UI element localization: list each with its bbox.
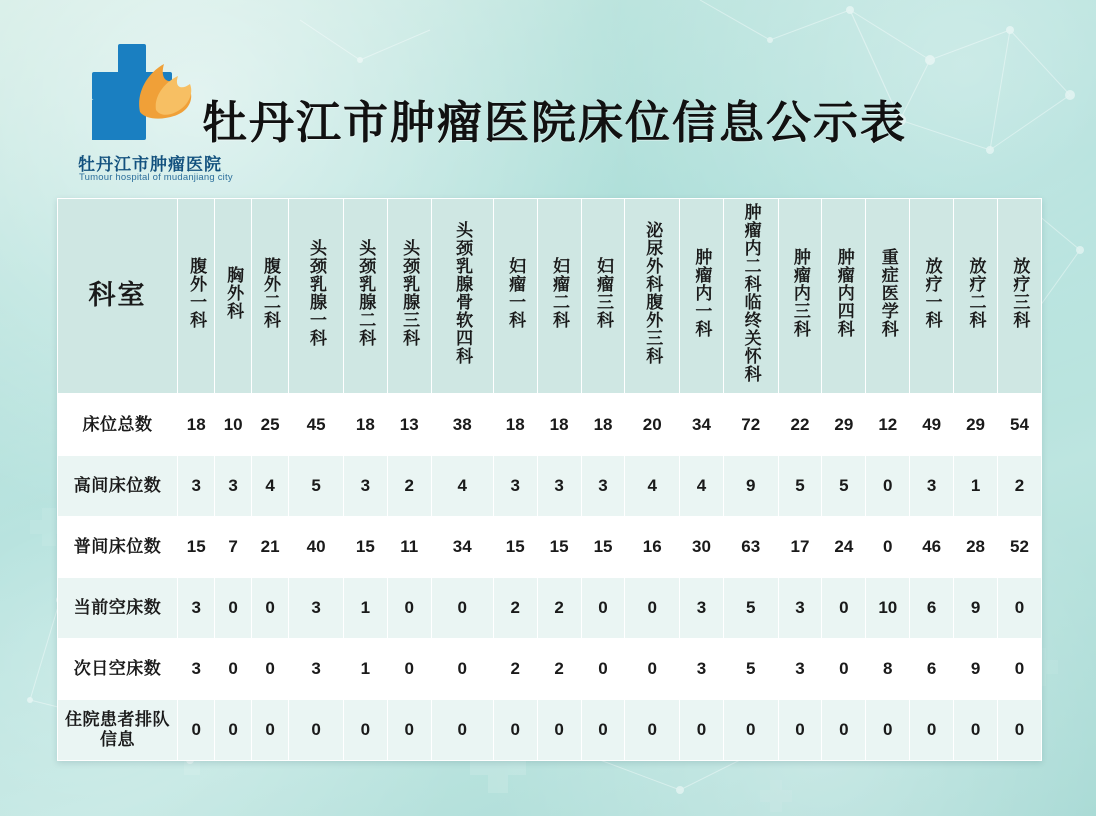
table-cell: 0 — [387, 700, 431, 761]
page-title: 牡丹江市肿瘤医院床位信息公示表 — [202, 97, 908, 148]
table-cell: 4 — [251, 456, 288, 517]
table-cell: 1 — [954, 456, 998, 517]
table-cell: 29 — [822, 394, 866, 456]
table-cell: 46 — [910, 517, 954, 578]
table-row — [58, 578, 1042, 639]
row-label: 次日空床数 — [58, 639, 178, 700]
table-cell: 0 — [343, 700, 387, 761]
table-cell: 29 — [954, 394, 998, 456]
table-cell: 34 — [680, 394, 724, 456]
table-cell: 10 — [215, 394, 251, 456]
table-cell: 0 — [493, 700, 537, 761]
table-cell: 1 — [343, 639, 387, 700]
table-cell: 18 — [178, 394, 215, 456]
table-cell: 9 — [723, 456, 778, 517]
cross-lower-block — [92, 100, 120, 140]
page-header — [70, 34, 1030, 184]
column-header — [343, 199, 387, 395]
table-row — [58, 394, 1042, 456]
column-header — [537, 199, 581, 395]
table-cell: 0 — [866, 517, 910, 578]
table-cell: 52 — [998, 517, 1042, 578]
table-cell: 0 — [998, 639, 1042, 700]
table-row — [58, 700, 1042, 761]
table-cell: 0 — [581, 639, 625, 700]
table-cell: 18 — [537, 394, 581, 456]
table-cell: 3 — [343, 456, 387, 517]
table-cell: 0 — [215, 700, 251, 761]
table-cell: 3 — [680, 639, 724, 700]
column-header — [251, 199, 288, 395]
flame-hand-icon — [134, 54, 212, 120]
column-header — [215, 199, 251, 395]
table-cell: 3 — [778, 578, 822, 639]
table-cell: 3 — [178, 639, 215, 700]
logo-name-english: Tumour hospital of mudanjiang city — [79, 172, 233, 183]
table-cell: 18 — [343, 394, 387, 456]
table-cell: 4 — [625, 456, 680, 517]
table-cell: 5 — [289, 456, 344, 517]
column-header — [998, 199, 1042, 395]
column-header — [723, 199, 778, 395]
table-cell: 0 — [866, 700, 910, 761]
table-cell: 0 — [625, 700, 680, 761]
row-label: 高间床位数 — [58, 456, 178, 517]
column-header — [289, 199, 344, 395]
table-cell: 20 — [625, 394, 680, 456]
table-cell: 0 — [910, 700, 954, 761]
table-cell: 15 — [581, 517, 625, 578]
row-label: 当前空床数 — [58, 578, 178, 639]
table-cell: 15 — [343, 517, 387, 578]
column-header — [866, 199, 910, 395]
table-cell: 5 — [723, 578, 778, 639]
table-cell: 1 — [343, 578, 387, 639]
table-cell: 3 — [215, 456, 251, 517]
table-cell: 0 — [581, 578, 625, 639]
table-cell: 4 — [431, 456, 493, 517]
table-cell: 6 — [910, 639, 954, 700]
table-cell: 38 — [431, 394, 493, 456]
table-cell: 3 — [581, 456, 625, 517]
table-cell: 54 — [998, 394, 1042, 456]
table-cell: 2 — [493, 639, 537, 700]
table-cell: 5 — [822, 456, 866, 517]
table-cell: 0 — [251, 639, 288, 700]
table-cell: 17 — [778, 517, 822, 578]
table-cell: 13 — [387, 394, 431, 456]
column-header — [493, 199, 537, 395]
table-cell: 28 — [954, 517, 998, 578]
table-cell: 3 — [537, 456, 581, 517]
column-header-label: 肿瘤内二科临终关怀科 — [741, 203, 761, 383]
column-header-label: 妇瘤三科 — [593, 257, 613, 329]
table-cell: 8 — [866, 639, 910, 700]
table-cell: 0 — [954, 700, 998, 761]
table-cell: 0 — [778, 700, 822, 761]
table-cell: 3 — [493, 456, 537, 517]
table-cell: 49 — [910, 394, 954, 456]
table-cell: 34 — [431, 517, 493, 578]
column-header — [778, 199, 822, 395]
column-header-label: 肿瘤内一科 — [692, 248, 712, 338]
table-cell: 40 — [289, 517, 344, 578]
table-cell: 0 — [251, 700, 288, 761]
table-cell: 0 — [581, 700, 625, 761]
bed-info-table-container — [57, 198, 1041, 761]
table-cell: 63 — [723, 517, 778, 578]
table-cell: 4 — [680, 456, 724, 517]
table-cell: 3 — [778, 639, 822, 700]
table-cell: 0 — [251, 578, 288, 639]
column-header — [625, 199, 680, 395]
table-cell: 30 — [680, 517, 724, 578]
table-cell: 3 — [178, 578, 215, 639]
medical-cross-flame-logo-icon — [78, 42, 210, 142]
column-header — [954, 199, 998, 395]
row-label: 住院患者排队信息 — [58, 700, 178, 761]
table-cell: 0 — [998, 578, 1042, 639]
column-header-label: 妇瘤二科 — [550, 257, 570, 329]
table-cell: 3 — [289, 639, 344, 700]
table-cell: 21 — [251, 517, 288, 578]
table-cell: 7 — [215, 517, 251, 578]
table-cell: 12 — [866, 394, 910, 456]
table-cell: 3 — [680, 578, 724, 639]
table-cell: 0 — [431, 578, 493, 639]
table-cell: 2 — [493, 578, 537, 639]
column-header-label: 泌尿外科腹外三科 — [643, 221, 663, 365]
column-header — [387, 199, 431, 395]
table-corner-header: 科室 — [58, 199, 178, 395]
table-cell: 0 — [625, 639, 680, 700]
table-cell: 72 — [723, 394, 778, 456]
table-cell: 0 — [215, 639, 251, 700]
table-cell: 6 — [910, 578, 954, 639]
table-cell: 0 — [431, 700, 493, 761]
table-cell: 0 — [822, 639, 866, 700]
column-header-label: 肿瘤内三科 — [790, 248, 810, 338]
table-cell: 0 — [822, 700, 866, 761]
row-label: 床位总数 — [58, 394, 178, 456]
table-cell: 0 — [822, 578, 866, 639]
table-cell: 0 — [289, 700, 344, 761]
column-header-label: 头颈乳腺一科 — [307, 239, 327, 347]
table-cell: 18 — [581, 394, 625, 456]
table-cell: 3 — [910, 456, 954, 517]
table-cell: 3 — [178, 456, 215, 517]
column-header-label: 腹外一科 — [187, 257, 207, 329]
table-cell: 5 — [723, 639, 778, 700]
table-cell: 0 — [178, 700, 215, 761]
column-header-label: 妇瘤一科 — [506, 257, 526, 329]
column-header — [581, 199, 625, 395]
column-header — [178, 199, 215, 395]
table-head — [58, 199, 1042, 395]
column-header-label: 肿瘤内四科 — [834, 248, 854, 338]
table-cell: 0 — [431, 639, 493, 700]
bed-info-table — [57, 198, 1042, 761]
table-cell: 16 — [625, 517, 680, 578]
table-cell: 18 — [493, 394, 537, 456]
table-cell: 9 — [954, 639, 998, 700]
table-cell: 10 — [866, 578, 910, 639]
table-cell: 45 — [289, 394, 344, 456]
logo-name-chinese: 牡丹江市肿瘤医院 — [78, 155, 222, 174]
table-cell: 3 — [289, 578, 344, 639]
column-header-label: 头颈乳腺二科 — [356, 239, 376, 347]
table-cell: 24 — [822, 517, 866, 578]
table-cell: 25 — [251, 394, 288, 456]
table-cell: 15 — [537, 517, 581, 578]
column-header — [680, 199, 724, 395]
table-cell: 2 — [387, 456, 431, 517]
column-header — [822, 199, 866, 395]
table-cell: 2 — [998, 456, 1042, 517]
table-cell: 22 — [778, 394, 822, 456]
table-cell: 0 — [866, 456, 910, 517]
table-row — [58, 639, 1042, 700]
table-cell: 11 — [387, 517, 431, 578]
table-row — [58, 456, 1042, 517]
table-cell: 0 — [387, 639, 431, 700]
column-header — [431, 199, 493, 395]
column-header-label: 放疗二科 — [966, 257, 986, 329]
table-cell: 15 — [178, 517, 215, 578]
table-cell: 15 — [493, 517, 537, 578]
column-header-label: 放疗三科 — [1010, 257, 1030, 329]
column-header-label: 头颈乳腺三科 — [400, 239, 420, 347]
table-cell: 2 — [537, 639, 581, 700]
table-cell: 2 — [537, 578, 581, 639]
table-header-row — [58, 199, 1042, 395]
table-cell: 0 — [215, 578, 251, 639]
table-cell: 0 — [998, 700, 1042, 761]
table-body — [58, 394, 1042, 761]
table-row — [58, 517, 1042, 578]
column-header-label: 胸外科 — [224, 266, 244, 320]
table-cell: 0 — [387, 578, 431, 639]
table-cell: 0 — [625, 578, 680, 639]
column-header-label: 重症医学科 — [878, 248, 898, 338]
column-header-label: 头颈乳腺骨软四科 — [453, 221, 473, 365]
column-header — [910, 199, 954, 395]
table-cell: 0 — [680, 700, 724, 761]
table-cell: 0 — [723, 700, 778, 761]
row-label: 普间床位数 — [58, 517, 178, 578]
column-header-label: 腹外二科 — [261, 257, 281, 329]
table-cell: 9 — [954, 578, 998, 639]
column-header-label: 放疗一科 — [922, 257, 942, 329]
table-cell: 5 — [778, 456, 822, 517]
table-cell: 0 — [537, 700, 581, 761]
